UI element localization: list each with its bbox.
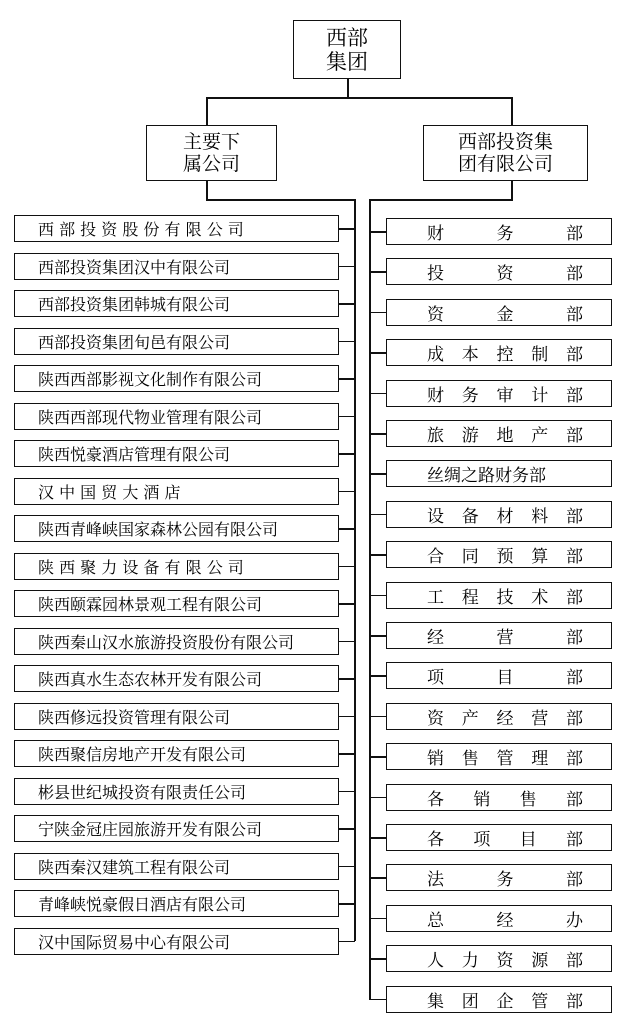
department-connector (369, 514, 386, 516)
department-connector (369, 716, 386, 718)
connector-root-down (347, 79, 349, 98)
department-label-char: 投 (427, 264, 444, 285)
department-label-char: 售 (519, 789, 537, 810)
department-label-char: 部 (566, 224, 583, 244)
department-label (427, 583, 583, 608)
department-label (427, 340, 583, 365)
subsidiary-box (14, 665, 339, 692)
department-label-char: 目 (496, 668, 514, 689)
department-label (427, 461, 583, 486)
subsidiary-box (14, 740, 339, 767)
subsidiary-connector (339, 453, 355, 455)
department-connector (369, 271, 386, 273)
subsidiary-connector (339, 791, 355, 793)
department-label-char: 力 (461, 951, 479, 972)
subsidiary-label: 汉 中 国 贸 大 酒 店 (38, 482, 181, 502)
department-label-char: 目 (519, 830, 537, 850)
department-box (386, 420, 612, 447)
subsidiary-connector (339, 303, 355, 305)
department-label-char: 技 (496, 587, 514, 608)
department-box (386, 501, 612, 528)
department-label-char: 部 (566, 870, 583, 891)
department-connector (369, 393, 386, 395)
department-connector (369, 837, 386, 839)
department-box (386, 703, 612, 730)
left-branch-line1: 主要下 (182, 131, 240, 153)
department-label-char: 工 (427, 587, 444, 608)
subsidiary-label: 陕西聚信房地产开发有限公司 (38, 745, 247, 764)
department-connector (369, 554, 386, 556)
root-node-line2: 集团 (326, 49, 368, 74)
root-node-line1: 西部 (326, 25, 368, 50)
department-label-char: 设 (427, 506, 444, 527)
department-label-char: 部 (566, 426, 583, 446)
department-label-char: 合 (427, 547, 444, 568)
department-label-char: 管 (531, 991, 549, 1012)
department-box (386, 541, 612, 568)
department-connector (369, 635, 386, 637)
subsidiary-box (14, 440, 339, 467)
right-branch-down (511, 181, 513, 200)
department-connector (369, 918, 386, 920)
subsidiary-label: 西部投资集团旬邑有限公司 (38, 332, 231, 352)
department-connector (369, 756, 386, 758)
department-label-char: 同 (461, 547, 479, 568)
subsidiary-label: 陕西秦汉建筑工程有限公司 (38, 857, 231, 877)
department-label (427, 663, 583, 688)
department-label-char: 术 (531, 587, 549, 608)
department-label-char: 项 (427, 668, 444, 689)
subsidiary-label: 陕西青峰峡国家森林公园有限公司 (38, 520, 279, 539)
subsidiary-connector (339, 941, 355, 943)
subsidiary-label: 陕西修远投资管理有限公司 (38, 707, 231, 727)
right-spine (369, 199, 371, 1000)
department-label-char: 营 (531, 708, 549, 729)
department-label-char: 部 (565, 789, 583, 810)
left-branch-line2: 属公司 (182, 153, 240, 175)
department-label-char: 控 (496, 345, 514, 366)
root-node-box (293, 20, 401, 79)
subsidiary-box (14, 403, 339, 430)
subsidiary-box (14, 515, 339, 542)
department-connector (369, 231, 386, 233)
department-label-char: 理 (531, 749, 549, 770)
subsidiary-box (14, 290, 339, 317)
subsidiary-connector (339, 266, 355, 268)
subsidiary-box (14, 215, 339, 242)
department-label (427, 946, 583, 971)
department-label-char: 部 (566, 587, 583, 608)
subsidiary-connector (339, 716, 355, 718)
subsidiary-connector (339, 866, 355, 868)
right-branch-line2: 团有限公司 (457, 153, 553, 175)
department-box (386, 339, 612, 366)
subsidiary-box (14, 253, 339, 280)
department-label-char: 资 (496, 951, 514, 972)
department-connector (369, 999, 386, 1001)
subsidiary-label: 西 部 投 资 股 份 有 限 公 司 (38, 220, 244, 239)
subsidiary-connector (339, 903, 355, 905)
department-label-char: 程 (461, 587, 479, 608)
right-branch-line1: 西部投资集 (457, 131, 553, 153)
department-box (386, 945, 612, 972)
department-box (386, 460, 612, 487)
department-label-char: 法 (427, 870, 444, 891)
department-label (427, 623, 583, 648)
subsidiary-label: 彬县世纪城投资有限责任公司 (38, 782, 247, 802)
subsidiary-connector (339, 753, 355, 755)
department-label-char: 材 (496, 506, 514, 527)
department-label-char: 各 (427, 830, 444, 850)
subsidiary-box (14, 778, 339, 805)
subsidiary-box (14, 890, 339, 917)
subsidiary-label: 西部投资集团韩城有限公司 (38, 295, 231, 314)
department-connector (369, 595, 386, 597)
department-label-char: 预 (496, 547, 514, 568)
department-label (427, 744, 583, 769)
subsidiary-box (14, 628, 339, 655)
subsidiary-label: 陕西西部影视文化制作有限公司 (38, 370, 263, 389)
department-label-char: 各 (427, 789, 444, 810)
department-label-char: 企 (496, 991, 514, 1012)
subsidiary-connector (339, 528, 355, 530)
department-label (427, 502, 583, 527)
department-connector (369, 473, 386, 475)
department-label-char: 制 (531, 345, 549, 366)
subsidiary-connector (339, 341, 355, 343)
department-label-char: 管 (496, 749, 514, 770)
department-label-char: 计 (531, 385, 549, 406)
department-label-char: 财 (427, 224, 444, 244)
subsidiary-box (14, 553, 339, 580)
department-label-char: 产 (531, 426, 549, 446)
department-box (386, 662, 612, 689)
subsidiary-label: 陕西秦山汉水旅游投资股份有限公司 (38, 632, 295, 652)
department-label-char: 丝绸之路财务部 (427, 466, 546, 487)
connector-mid-horizontal (206, 97, 512, 99)
department-label-char: 部 (566, 506, 583, 527)
subsidiary-connector (339, 228, 355, 230)
department-label-char: 游 (461, 426, 479, 446)
department-label-char: 营 (496, 628, 514, 648)
department-label-char: 集 (427, 991, 444, 1012)
subsidiary-connector (339, 678, 355, 680)
department-box (386, 299, 612, 326)
subsidiary-box (14, 365, 339, 392)
subsidiary-connector (339, 603, 355, 605)
department-label (427, 219, 583, 244)
department-label-char: 部 (566, 304, 583, 325)
department-label-char: 人 (427, 951, 444, 972)
department-box (386, 218, 612, 245)
department-label-char: 部 (566, 708, 583, 729)
department-label-char: 部 (566, 951, 583, 972)
subsidiary-box (14, 328, 339, 355)
department-label-char: 资 (427, 708, 444, 729)
department-label-char: 经 (496, 708, 514, 729)
department-label-char: 部 (566, 345, 583, 366)
department-box (386, 905, 612, 932)
right-branch-over (369, 199, 513, 201)
right-branch-box (423, 125, 588, 181)
subsidiary-box (14, 928, 339, 955)
department-label-char: 部 (566, 385, 583, 406)
department-label-char: 销 (427, 749, 444, 770)
connector-to-left-branch (206, 97, 208, 125)
department-connector (369, 958, 386, 960)
subsidiary-box (14, 815, 339, 842)
left-branch-box (146, 125, 277, 181)
department-label (427, 785, 583, 810)
department-label-char: 地 (496, 426, 514, 446)
department-label-char: 审 (496, 385, 514, 406)
department-box (386, 258, 612, 285)
department-label-char: 办 (566, 910, 583, 931)
department-label-char: 团 (461, 991, 479, 1012)
department-label-char: 部 (566, 264, 583, 285)
department-box (386, 824, 612, 851)
department-label-char: 备 (461, 506, 479, 527)
department-label-char: 项 (473, 830, 491, 850)
department-label (427, 865, 583, 890)
subsidiary-label: 宁陕金冠庄园旅游开发有限公司 (38, 820, 263, 839)
department-connector (369, 675, 386, 677)
department-label-char: 成 (427, 345, 444, 366)
subsidiary-label: 陕 西 聚 力 设 备 有 限 公 司 (38, 557, 244, 577)
department-connector (369, 877, 386, 879)
department-label-char: 源 (531, 951, 549, 972)
department-label (427, 906, 583, 931)
department-label (427, 987, 583, 1012)
department-connector (369, 352, 386, 354)
department-label-char: 料 (531, 506, 549, 527)
department-label-char: 资 (496, 264, 514, 285)
subsidiary-connector (339, 491, 355, 493)
department-box (386, 622, 612, 649)
subsidiary-label: 陕西西部现代物业管理有限公司 (38, 407, 263, 427)
department-label-char: 部 (566, 547, 583, 568)
department-box (386, 986, 612, 1013)
subsidiary-connector (339, 566, 355, 568)
department-label-char: 部 (565, 830, 583, 850)
department-box (386, 582, 612, 609)
department-label-char: 产 (461, 708, 479, 729)
department-connector (369, 433, 386, 435)
department-label (427, 542, 583, 567)
subsidiary-box (14, 853, 339, 880)
department-connector (369, 312, 386, 314)
department-label-char: 部 (566, 749, 583, 770)
left-branch-over (206, 199, 356, 201)
connector-to-right-branch (511, 97, 513, 125)
subsidiary-connector (339, 378, 355, 380)
department-label-char: 财 (427, 385, 444, 406)
subsidiary-label: 西部投资集团汉中有限公司 (38, 257, 231, 277)
subsidiary-box (14, 703, 339, 730)
subsidiary-box (14, 590, 339, 617)
department-label-char: 部 (566, 991, 583, 1012)
subsidiary-connector (339, 416, 355, 418)
subsidiary-label: 陕西悦豪酒店管理有限公司 (38, 445, 231, 464)
department-label-char: 资 (427, 304, 444, 325)
department-label (427, 825, 583, 850)
department-label-char: 务 (461, 385, 479, 406)
department-label-char: 销 (473, 789, 491, 810)
subsidiary-connector (339, 641, 355, 643)
subsidiary-label: 陕西颐霖园林景观工程有限公司 (38, 595, 263, 614)
department-label-char: 旅 (427, 426, 444, 446)
department-label-char: 经 (427, 628, 444, 648)
department-label (427, 381, 583, 406)
department-label (427, 259, 583, 284)
department-label (427, 704, 583, 729)
department-label (427, 421, 583, 446)
left-branch-down (206, 181, 208, 200)
department-box (386, 864, 612, 891)
department-label (427, 300, 583, 325)
department-label-char: 算 (531, 547, 549, 568)
department-label-char: 经 (496, 910, 514, 931)
subsidiary-label: 陕西真水生态农林开发有限公司 (38, 670, 263, 689)
subsidiary-label: 汉中国际贸易中心有限公司 (38, 932, 231, 952)
department-label-char: 务 (496, 224, 514, 244)
department-label-char: 金 (496, 304, 514, 325)
department-label-char: 售 (461, 749, 479, 770)
department-label-char: 务 (496, 870, 514, 891)
department-box (386, 380, 612, 407)
left-spine (354, 199, 356, 941)
department-label-char: 总 (427, 910, 444, 931)
department-box (386, 743, 612, 770)
department-label-char: 部 (566, 668, 583, 689)
department-box (386, 784, 612, 811)
subsidiary-label: 青峰峡悦豪假日酒店有限公司 (38, 895, 247, 914)
subsidiary-box (14, 478, 339, 505)
department-label-char: 本 (461, 345, 479, 366)
subsidiary-connector (339, 828, 355, 830)
department-connector (369, 797, 386, 799)
department-label-char: 部 (566, 628, 583, 648)
